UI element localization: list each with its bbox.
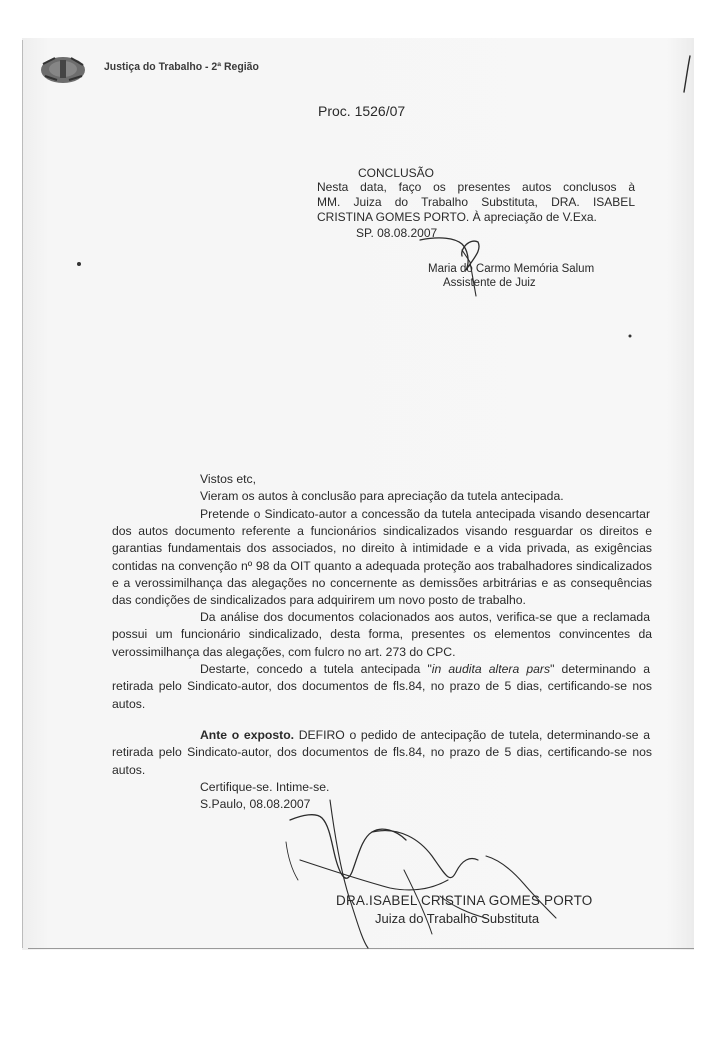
destarte-latin-term: in audita altera pars: [431, 662, 551, 676]
judge-role: Juiza do Trabalho Substituta: [375, 911, 540, 926]
decision-line: verossimilhança das alegações, com fulcro no art. 273 do CPC.: [112, 645, 456, 659]
destarte-line: retirada pelo Sindicato-autor, dos documentos de fls.84, no prazo de 5 dias, certificando-se nos: [112, 679, 652, 693]
decision-line: e a verossimilhança das alegações no concernente as demissões arbitrárias e as consequências: [112, 576, 652, 590]
decision-greeting: Vistos etc,: [200, 472, 256, 486]
court-header: Justiça do Trabalho - 2ª Região: [104, 61, 259, 73]
destarte-text: " determinando a: [550, 662, 651, 676]
ante-text: DEFIRO o pedido de antecipação de tutela, determinando-se a: [294, 728, 650, 742]
decision-line: das condições de sindicalizados para adquirirem um novo posto de trabalho.: [112, 593, 526, 607]
decision-line: contidas na convenção nº 98 da OIT quanto a adequada proteção aos trabalhadores sindicalizados: [112, 559, 652, 573]
conclusion-title: CONCLUSÃO: [358, 166, 435, 180]
decision-line: possui um funcionário sindicalizado, desta forma, presentes os elementos convincentes da: [112, 627, 652, 641]
ante-line: autos.: [112, 763, 146, 777]
pen-mark: [684, 56, 690, 92]
assistant-role: Assistente de Juiz: [443, 277, 536, 289]
decision-line: Vieram os autos à conclusão para apreciação da tutela antecipada.: [200, 489, 564, 503]
assistant-name: Maria do Carmo Memória Salum: [428, 263, 595, 275]
place-date: S.Paulo, 08.08.2007: [200, 797, 311, 811]
judge-signature: [290, 815, 406, 879]
process-number: Proc. 1526/07: [318, 103, 406, 119]
destarte-text: Destarte, concedo a tutela antecipada ": [200, 662, 432, 676]
decision-line: dos autos documento referente a funcionários sindicalizados visando resguardar os direitos e: [112, 524, 652, 538]
conclusion-text-line: MM. Juiza do Trabalho Substituta, DRA. ISABEL: [317, 195, 635, 209]
decision-line: garantias fundamentais dos associados, no direito à intimidade e a vida privada, as exigências: [112, 541, 652, 555]
judge-name: DRA.ISABEL CRISTINA GOMES PORTO: [336, 893, 593, 908]
conclusion-text-line: CRISTINA GOMES PORTO. À apreciação de V.Exa.: [317, 210, 597, 224]
decision-line: Da análise dos documentos colacionados aos autos, verifica-se que a reclamada: [200, 610, 650, 624]
conclusion-date: SP. 08.08.2007: [356, 226, 438, 240]
ante-bold-text: Ante o exposto.: [200, 728, 295, 742]
ante-line: retirada pelo Sindicato-autor, dos documentos de fls.84, no prazo de 5 dias, certificando-se nos: [112, 745, 652, 759]
decision-line: Pretende o Sindicato-autor a concessão da tutela antecipada visando desencartar: [200, 507, 650, 521]
certifique-text: Certifique-se. Intime-se.: [200, 780, 330, 794]
destarte-line: autos.: [112, 697, 146, 711]
conclusion-text-line: Nesta data, faço os presentes autos conclusos à: [317, 180, 635, 194]
